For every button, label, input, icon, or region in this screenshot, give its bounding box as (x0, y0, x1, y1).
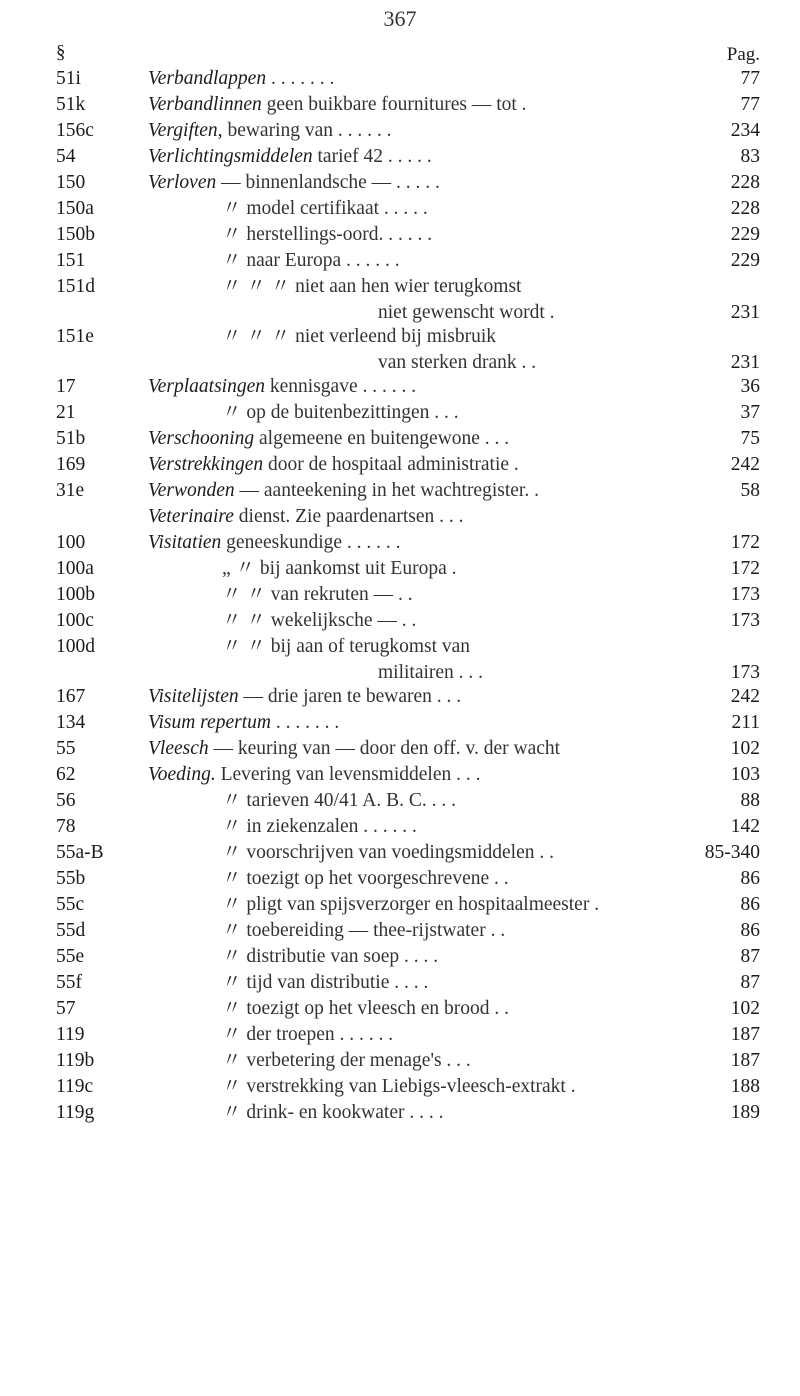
section-number: 54 (56, 146, 76, 167)
entry-description: — keuring van — door den off. v. der wacht (213, 738, 561, 759)
section-number: 100c (56, 610, 94, 631)
section-number: 119 (56, 1024, 85, 1045)
page-reference: 75 (740, 428, 760, 449)
section-number: 62 (56, 764, 76, 785)
entry-description: 〃 〃 〃 niet verleend bij misbruik (222, 326, 497, 347)
entry-description: . . . . . . . (270, 68, 335, 89)
index-entry (0, 1048, 800, 1074)
entry-text (148, 66, 690, 92)
entry-text (148, 736, 690, 762)
entry-description: 〃 〃 wekelijksche — . . (222, 610, 417, 631)
entry-text (148, 350, 690, 376)
entry-description: 〃 tarieven 40/41 A. B. C. . . . (222, 790, 456, 811)
index-entry-continuation (0, 660, 800, 684)
section-number: 151e (56, 326, 94, 347)
page-reference: 36 (740, 376, 760, 397)
entry-description: 〃 in ziekenzalen . . . . . . (222, 816, 417, 837)
section-number: 150 (56, 172, 86, 193)
entry-description: bewaring van . . . . . . (227, 120, 392, 141)
index-entry (0, 684, 800, 710)
entry-text (148, 582, 690, 608)
entry-description: 〃 voorschrijven van voedingsmiddelen . . (222, 842, 554, 863)
section-number: 150b (56, 224, 95, 245)
section-number: 150a (56, 198, 94, 219)
index-entry (0, 452, 800, 478)
entry-text (148, 788, 690, 814)
section-number: 51i (56, 68, 81, 89)
entry-description: 〃 drink- en kookwater . . . . (222, 1102, 444, 1123)
index-entry (0, 478, 800, 504)
entry-text (148, 478, 690, 504)
entry-description: Levering van levensmiddelen . . . (220, 764, 481, 785)
entry-description: 〃 toezigt op het vleesch en brood . . (222, 998, 510, 1019)
entry-heading: Visitelijsten (148, 686, 239, 707)
entry-text (148, 970, 690, 996)
index-entry-continuation (0, 300, 800, 324)
entry-description: kennisgave . . . . . . (269, 376, 417, 397)
entry-description: — drie jaren te bewaren . . . (243, 686, 462, 707)
entry-description: 〃 pligt van spijsverzorger en hospitaalmeester . (222, 894, 600, 915)
page-reference: 173 (730, 584, 760, 605)
entry-description: „ 〃 bij aankomst uit Europa . (222, 558, 457, 579)
entry-text (148, 504, 690, 530)
entry-heading: Verwonden (148, 480, 235, 501)
entry-description: militairen . . . (378, 662, 484, 683)
entry-description: tarief 42 . . . . . (317, 146, 432, 167)
index-entry (0, 118, 800, 144)
section-number: 78 (56, 816, 76, 837)
page-column-header: Pag. (726, 44, 760, 65)
page-reference: 86 (740, 920, 760, 941)
page-reference: 85-340 (704, 842, 760, 863)
page-reference: 83 (740, 146, 760, 167)
entry-text (148, 1100, 690, 1126)
index-entry (0, 1022, 800, 1048)
entry-text (148, 608, 690, 634)
page-reference: 77 (740, 68, 760, 89)
page-reference: 242 (730, 454, 760, 475)
page-reference: 102 (730, 998, 760, 1019)
page-reference: 86 (740, 868, 760, 889)
entry-description: geen buikbare fournitures — tot . (266, 94, 527, 115)
index-entry (0, 892, 800, 918)
section-number: 57 (56, 998, 76, 1019)
page-reference: 102 (730, 738, 760, 759)
index-entry (0, 504, 800, 530)
entry-text (148, 556, 690, 582)
entry-text (148, 762, 690, 788)
page-reference: 172 (730, 532, 760, 553)
page-reference: 242 (730, 686, 760, 707)
section-number: 100 (56, 532, 86, 553)
section-number: 119g (56, 1102, 95, 1123)
page-reference: 189 (730, 1102, 760, 1123)
section-number: 156c (56, 120, 94, 141)
index-entry (0, 400, 800, 426)
index-list (0, 66, 800, 1126)
section-number: 55 (56, 738, 76, 759)
section-number: 55d (56, 920, 86, 941)
section-number: 119b (56, 1050, 95, 1071)
index-entry (0, 970, 800, 996)
entry-description: 〃 der troepen . . . . . . (222, 1024, 394, 1045)
page-reference: 37 (740, 402, 760, 423)
entry-description: — binnenlandsche — . . . . . (221, 172, 440, 193)
entry-text (148, 196, 690, 222)
entry-heading: Verstrekkingen (148, 454, 264, 475)
entry-text (148, 814, 690, 840)
section-number: 167 (56, 686, 86, 707)
page-reference: 211 (731, 712, 760, 733)
section-number: 56 (56, 790, 76, 811)
page-reference: 187 (730, 1024, 760, 1045)
section-number: 100b (56, 584, 95, 605)
page-reference: 173 (730, 662, 760, 683)
entry-text (148, 118, 690, 144)
entry-description: geneeskundige . . . . . . (226, 532, 401, 553)
index-entry (0, 248, 800, 274)
entry-description: 〃 〃 bij aan of terugkomst van (222, 636, 471, 657)
page-reference: 231 (730, 302, 760, 323)
index-entry (0, 530, 800, 556)
section-number: 169 (56, 454, 86, 475)
entry-description: 〃 toebereiding — thee-rijstwater . . (222, 920, 506, 941)
page-reference: 228 (730, 198, 760, 219)
section-number: 55b (56, 868, 86, 889)
entry-text (148, 996, 690, 1022)
index-entry (0, 788, 800, 814)
entry-heading: Voeding. (148, 764, 216, 785)
entry-text (148, 944, 690, 970)
entry-text (148, 684, 690, 710)
entry-heading: Verbandlinnen (148, 94, 262, 115)
entry-description: 〃 model certifikaat . . . . . (222, 198, 428, 219)
entry-description: 〃 〃 〃 niet aan hen wier terugkomst (222, 276, 522, 297)
entry-heading: Veterinaire (148, 506, 234, 527)
section-column-header: § (56, 42, 66, 63)
index-entry (0, 736, 800, 762)
entry-description: 〃 verbetering der menage's . . . (222, 1050, 471, 1071)
section-number: 151d (56, 276, 95, 297)
section-number: 55e (56, 946, 85, 967)
section-number: 51b (56, 428, 86, 449)
page-reference: 142 (730, 816, 760, 837)
entry-text (148, 170, 690, 196)
section-number: 100d (56, 636, 95, 657)
page-reference: 86 (740, 894, 760, 915)
index-entry (0, 324, 800, 350)
index-entry (0, 710, 800, 736)
entry-text (148, 1048, 690, 1074)
index-entry (0, 274, 800, 300)
page-reference: 187 (730, 1050, 760, 1071)
index-entry (0, 222, 800, 248)
page-reference: 88 (740, 790, 760, 811)
section-number: 119c (56, 1076, 94, 1097)
index-entry (0, 66, 800, 92)
entry-text (148, 452, 690, 478)
page-reference: 234 (730, 120, 760, 141)
section-number: 21 (56, 402, 76, 423)
entry-description: 〃 distributie van soep . . . . (222, 946, 439, 967)
entry-text (148, 400, 690, 426)
page-reference: 173 (730, 610, 760, 631)
page-reference: 77 (740, 94, 760, 115)
entry-description: van sterken drank . . (378, 352, 537, 373)
page-reference: 87 (740, 946, 760, 967)
section-number: 17 (56, 376, 76, 397)
entry-description: — aanteekening in het wachtregister. . (239, 480, 539, 501)
entry-description: 〃 tijd van distributie . . . . (222, 972, 429, 993)
entry-heading: Visitatien (148, 532, 222, 553)
index-entry (0, 866, 800, 892)
entry-text (148, 634, 690, 660)
index-entry (0, 556, 800, 582)
entry-heading: Vleesch (148, 738, 209, 759)
entry-text (148, 892, 690, 918)
section-number: 31e (56, 480, 85, 501)
entry-description: door de hospitaal administratie . (268, 454, 519, 475)
entry-text (148, 374, 690, 400)
section-number: 55f (56, 972, 82, 993)
entry-heading: Verschooning (148, 428, 255, 449)
entry-text (148, 92, 690, 118)
index-entry (0, 996, 800, 1022)
entry-text (148, 426, 690, 452)
page-reference: 58 (740, 480, 760, 501)
section-number: 151 (56, 250, 86, 271)
entry-description: dienst. Zie paardenartsen . . . (238, 506, 464, 527)
entry-description: 〃 herstellings-oord. . . . . . (222, 224, 433, 245)
entry-description: . . . . . . . (275, 712, 340, 733)
index-entry (0, 196, 800, 222)
section-number: 51k (56, 94, 86, 115)
index-entry (0, 918, 800, 944)
index-entry (0, 374, 800, 400)
entry-text (148, 248, 690, 274)
page-number: 367 (383, 6, 417, 31)
entry-heading: Verplaatsingen (148, 376, 265, 397)
index-entry (0, 1074, 800, 1100)
index-entry (0, 582, 800, 608)
entry-heading: Verbandlappen (148, 68, 267, 89)
index-entry (0, 814, 800, 840)
page-reference: 103 (730, 764, 760, 785)
page-reference: 188 (730, 1076, 760, 1097)
entry-text (148, 866, 690, 892)
entry-description: 〃 verstrekking van Liebigs-vleesch-extrakt . (222, 1076, 576, 1097)
page-reference: 172 (730, 558, 760, 579)
index-entry (0, 92, 800, 118)
index-entry (0, 762, 800, 788)
index-entry (0, 944, 800, 970)
entry-description: 〃 naar Europa . . . . . . (222, 250, 400, 271)
entry-text (148, 840, 690, 866)
entry-description: 〃 op de buitenbezittingen . . . (222, 402, 459, 423)
entry-text (148, 918, 690, 944)
section-number: 55c (56, 894, 85, 915)
entry-text (148, 530, 690, 556)
index-entry (0, 840, 800, 866)
page-reference: 229 (730, 224, 760, 245)
section-number: 55a-B (56, 842, 104, 863)
page-reference: 231 (730, 352, 760, 373)
entry-description: 〃 〃 van rekruten — . . (222, 584, 413, 605)
index-entry (0, 170, 800, 196)
page-reference: 228 (730, 172, 760, 193)
index-entry (0, 608, 800, 634)
entry-heading: Verloven (148, 172, 217, 193)
entry-text (148, 300, 690, 326)
index-entry (0, 426, 800, 452)
index-entry (0, 1100, 800, 1126)
entry-heading: Vergiften, (148, 120, 223, 141)
page-reference: 87 (740, 972, 760, 993)
entry-text (148, 274, 690, 300)
entry-description: 〃 toezigt op het voorgeschrevene . . (222, 868, 509, 889)
index-entry (0, 144, 800, 170)
entry-text (148, 222, 690, 248)
entry-text (148, 1022, 690, 1048)
section-number: 134 (56, 712, 86, 733)
entry-text (148, 144, 690, 170)
entry-description: niet gewenscht wordt . (378, 302, 555, 323)
section-number: 100a (56, 558, 94, 579)
index-entry-continuation (0, 350, 800, 374)
entry-heading: Verlichtingsmiddelen (148, 146, 313, 167)
entry-description: algemeene en buitengewone . . . (259, 428, 510, 449)
page-reference: 229 (730, 250, 760, 271)
index-entry (0, 634, 800, 660)
entry-text (148, 710, 690, 736)
entry-text (148, 1074, 690, 1100)
entry-text (148, 660, 690, 686)
entry-heading: Visum repertum (148, 712, 271, 733)
entry-text (148, 324, 690, 350)
